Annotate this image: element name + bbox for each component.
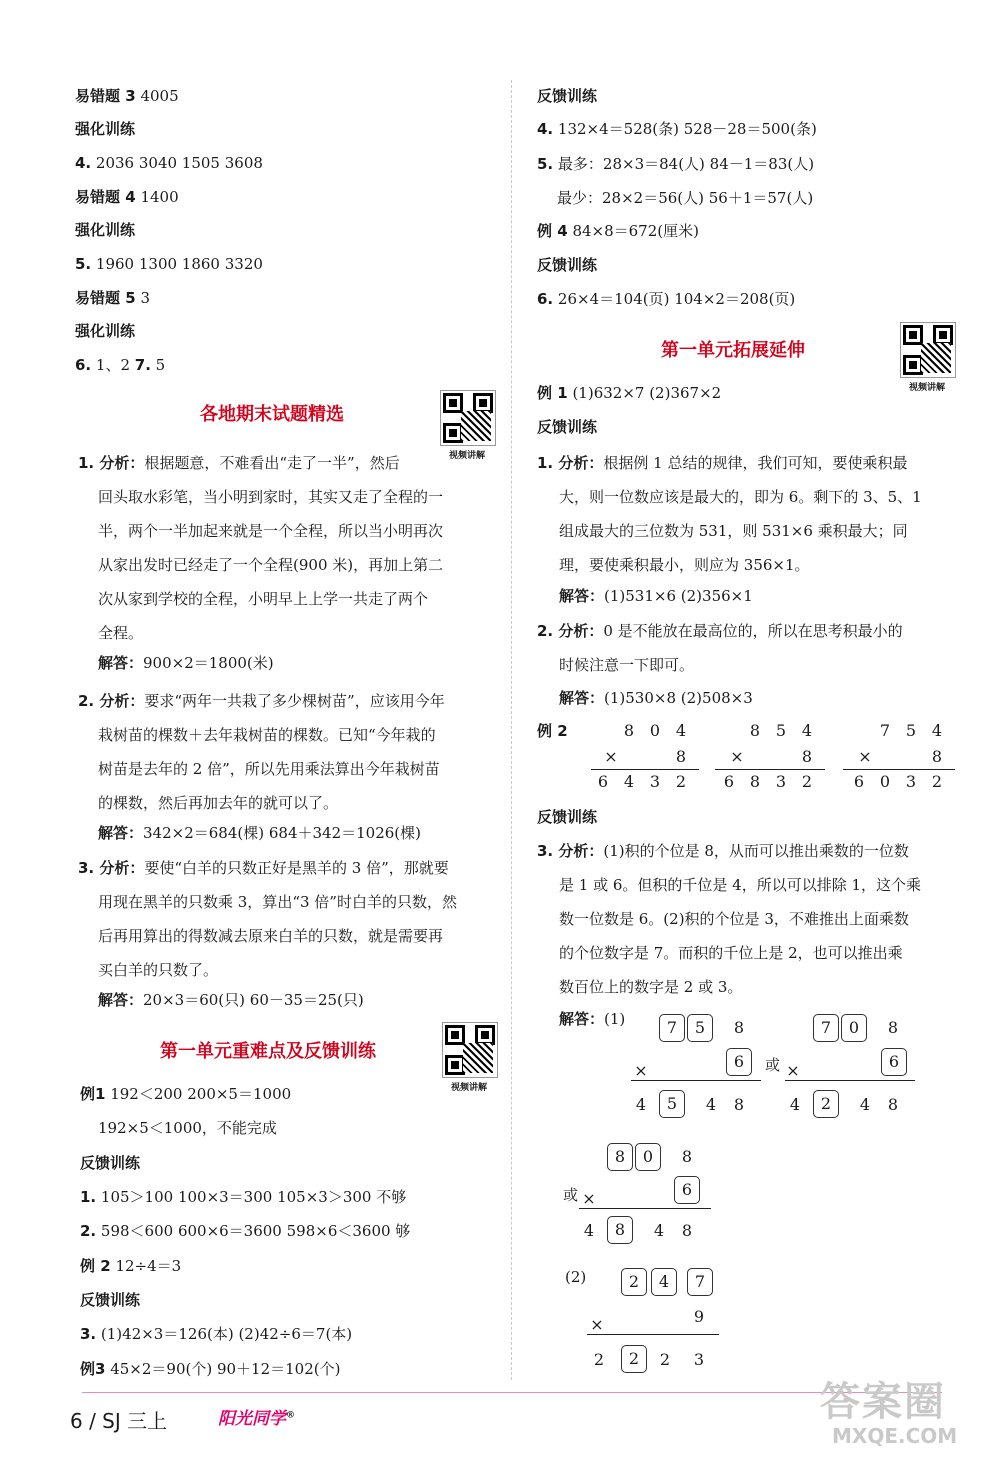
boxed-digit: 2 [621, 1268, 647, 1296]
boxed-digit: 0 [635, 1143, 661, 1171]
rq3-line-4: 数百位上的数字是 2 或 3。 [559, 978, 743, 996]
qr-code-3[interactable] [900, 322, 959, 393]
line-5: 5. 1960 1300 1860 3320 [75, 255, 263, 273]
page-number: 6 / SJ 三上 [70, 1409, 168, 1433]
digit: 0 [649, 721, 661, 740]
feedback-heading-1: 反馈训练 [80, 1154, 141, 1172]
feedback-heading-1: 反馈训练 [537, 256, 598, 274]
boxed-digit: 6 [726, 1048, 752, 1076]
digit: 9 [693, 1307, 705, 1326]
section-title-final-exams: 各地期末试题精选 [200, 404, 344, 425]
digit: 0 [879, 772, 891, 791]
rule [631, 1080, 761, 1081]
rq1-line-1: 大，则一位数应该是最大的，即为 6。剩下的 3、5、1 [559, 488, 922, 506]
example-3: 例3 45×2＝90(个) 90＋12＝102(个) [80, 1360, 341, 1378]
digit: 8 [749, 772, 761, 791]
section-title-key-points: 第一单元重难点及反馈训练 [160, 1041, 376, 1062]
digit: 8 [733, 1018, 745, 1037]
q1-line-0: 1. 分析：根据题意，不难看出“走了一半”，然后 [78, 454, 400, 472]
feedback-heading-3: 反馈训练 [537, 808, 598, 826]
q2-line-0: 2. 分析：要求“两年一共栽了多少棵树苗”，应该用今年 [78, 692, 445, 710]
ra3: 解答：(1) [559, 1010, 626, 1028]
line-qianghua-3: 强化训练 [75, 322, 136, 340]
times-sign: × [634, 1061, 648, 1080]
q2-line-3: 的棵数，然后再加去年的就可以了。 [98, 794, 339, 812]
digit: 4 [653, 1221, 665, 1240]
feedback-heading-2: 反馈训练 [80, 1291, 141, 1309]
rq3-line-1: 是 1 或 6。但积的千位是 4，所以可以排除 1，这个乘 [559, 876, 922, 894]
boxed-digit: 0 [841, 1014, 867, 1042]
digit: 8 [887, 1095, 899, 1114]
ext-example-2-label: 例 2 [537, 722, 568, 740]
line-6-7: 6. 1、2 7. 5 [75, 356, 166, 374]
times-sign: × [730, 747, 744, 766]
digit: 2 [659, 1350, 671, 1369]
line-qianghua-2: 强化训练 [75, 221, 136, 239]
q1-line-3: 从家出发时已经走了一个全程(900 米)，再加上第二 [98, 556, 444, 574]
q3-line-1: 用现在黑羊的只数乘 3，算出“3 倍”时白羊的只数，然 [98, 893, 457, 911]
boxed-digit: 8 [607, 1216, 633, 1244]
a2: 解答：342×2＝684(棵) 684＋342＝1026(棵) [98, 824, 421, 842]
digit: 4 [859, 1095, 871, 1114]
boxed-digit: 2 [621, 1345, 647, 1373]
qr-code-2[interactable] [442, 1022, 501, 1093]
rule [587, 1334, 719, 1335]
digit: 5 [905, 721, 917, 740]
qr-caption: 视频讲解 [448, 451, 485, 461]
a1: 解答：900×2＝1800(米) [98, 654, 274, 672]
digit: 4 [675, 721, 687, 740]
registered-mark: ® [286, 1410, 295, 1421]
digit: 4 [789, 1095, 801, 1114]
qr-caption: 视频讲解 [450, 1083, 487, 1093]
q3-line-2: 后再用算出的得数减去原来白羊的只数，就是需要再 [98, 927, 444, 945]
q3-line-3: 买白羊的只数了。 [98, 961, 219, 979]
digit: 8 [801, 747, 813, 766]
digit: 3 [775, 772, 787, 791]
digit: 8 [681, 1147, 693, 1166]
digit: 4 [623, 772, 635, 791]
or-label-2: 或 [563, 1186, 579, 1204]
boxed-digit: 7 [813, 1014, 839, 1042]
times-sign: × [582, 1189, 596, 1208]
row-2: 2. 598＜600 600×6＝3600 598×6＜3600 够 [80, 1222, 411, 1240]
digit: 2 [675, 772, 687, 791]
footer-rule [82, 1392, 942, 1393]
rq2-line-1: 时候注意一下即可。 [559, 656, 695, 674]
part-2-label: (2) [565, 1268, 587, 1286]
digit: 4 [583, 1221, 595, 1240]
boxed-digit: 4 [651, 1268, 677, 1296]
q1-line-5: 全程。 [98, 624, 144, 642]
q3-line-0: 3. 分析：要使“白羊的只数正好是黑羊的 3 倍”，那就要 [78, 859, 449, 877]
row-5-cont: 最少：28×2＝56(人) 56＋1＝57(人) [557, 189, 814, 207]
boxed-digit: 6 [674, 1176, 700, 1204]
column-divider [511, 80, 512, 1380]
times-sign: × [590, 1315, 604, 1334]
line-qianghua-1: 强化训练 [75, 120, 136, 138]
rule [785, 1080, 915, 1081]
q2-line-2: 树苗是去年的 2 倍”，所以先用乘法算出今年栽树苗 [98, 760, 440, 778]
times-sign: × [604, 747, 618, 766]
rule [591, 769, 699, 770]
rq3-line-2: 数一位数是 6。(2)积的个位是 3，不难推出上面乘数 [559, 910, 909, 928]
ra2: 解答：(1)530×8 (2)508×3 [559, 689, 753, 707]
line-4: 4. 2036 3040 1505 3608 [75, 154, 263, 172]
rq1-line-0: 1. 分析：根据例 1 总结的规律，我们可知，要使乘积最 [537, 454, 908, 472]
section-title-extension: 第一单元拓展延伸 [661, 340, 805, 361]
q1-line-1: 回头取水彩笔，当小明到家时，其实又走了全程的一 [98, 488, 444, 506]
digit: 8 [675, 747, 687, 766]
rule [715, 769, 825, 770]
rq1-line-3: 理，要使乘积最小，则应为 356×1。 [559, 556, 810, 574]
digit: 6 [723, 772, 735, 791]
digit: 3 [649, 772, 661, 791]
boxed-digit: 5 [659, 1090, 685, 1118]
line-yicuo5: 易错题 5 3 [75, 289, 150, 307]
ext-example-1: 例 1 (1)632×7 (2)367×2 [537, 384, 722, 402]
or-label: 或 [765, 1056, 781, 1074]
row-4: 4. 132×4＝528(条) 528－28＝500(条) [537, 120, 817, 138]
digit: 3 [905, 772, 917, 791]
digit: 8 [623, 721, 635, 740]
digit: 8 [733, 1095, 745, 1114]
watermark [820, 1380, 957, 1448]
digit: 5 [775, 721, 787, 740]
boxed-digit: 6 [881, 1048, 907, 1076]
boxed-digit: 8 [607, 1143, 633, 1171]
example-2: 例 2 12÷4＝3 [80, 1257, 182, 1275]
ra1: 解答：(1)531×6 (2)356×1 [559, 587, 753, 605]
q2-line-1: 栽树苗的棵数＋去年栽树苗的棵数。已知“今年栽的 [98, 726, 436, 744]
digit: 8 [887, 1018, 899, 1037]
digit: 2 [801, 772, 813, 791]
rq3-line-0: 3. 分析：(1)积的个位是 8，从而可以推出乘数的一位数 [537, 842, 909, 860]
q1-line-2: 半，两个一半加起来就是一个全程，所以当小明再次 [98, 522, 444, 540]
digit: 2 [931, 772, 943, 791]
boxed-digit: 5 [687, 1014, 713, 1042]
row-6: 6. 26×4＝104(页) 104×2＝208(页) [537, 290, 796, 308]
digit: 8 [681, 1221, 693, 1240]
digit: 4 [801, 721, 813, 740]
rq2-line-0: 2. 分析：0 是不能放在最高位的，所以在思考积最小的 [537, 622, 903, 640]
digit: 8 [749, 721, 761, 740]
rq3-line-3: 的个位数字是 7。而积的千位上是 2，也可以推出乘 [559, 944, 903, 962]
line-yicuo4: 易错题 4 1400 [75, 188, 179, 206]
boxed-digit: 7 [687, 1268, 713, 1296]
digit: 3 [693, 1350, 705, 1369]
times-sign: × [858, 747, 872, 766]
digit: 4 [931, 721, 943, 740]
example-1-cont: 192×5＜1000，不能完成 [98, 1119, 277, 1137]
example-4: 例 4 84×8＝672(厘米) [537, 222, 699, 240]
digit: 6 [853, 772, 865, 791]
digit: 6 [597, 772, 609, 791]
digit: 7 [879, 721, 891, 740]
row-5: 5. 最多：28×3＝84(人) 84－1＝83(人) [537, 155, 815, 173]
qr-code-1[interactable] [440, 390, 499, 461]
a3: 解答：20×3＝60(只) 60－35＝25(只) [98, 991, 364, 1009]
digit: 8 [931, 747, 943, 766]
times-sign: × [786, 1061, 800, 1080]
feedback-heading-0: 反馈训练 [537, 87, 598, 105]
brand-logo [218, 1404, 295, 1429]
qr-caption: 视频讲解 [908, 383, 945, 393]
digit: 4 [705, 1095, 717, 1114]
rule [579, 1208, 711, 1209]
example-1: 例1 192＜200 200×5＝1000 [80, 1085, 292, 1103]
rq1-line-2: 组成最大的三位数为 531，则 531×6 乘积最大；同 [559, 522, 908, 540]
row-3: 3. (1)42×3＝126(本) (2)42÷6＝7(本) [80, 1325, 353, 1343]
digit: 4 [635, 1095, 647, 1114]
watermark-logo: 答案圈 [820, 1379, 946, 1425]
watermark-url: MXQE.COM [832, 1424, 958, 1448]
feedback-heading-2: 反馈训练 [537, 418, 598, 436]
line-yicuo3: 易错题 3 4005 [75, 87, 179, 105]
digit: 2 [593, 1350, 605, 1369]
row-1: 1. 105＞100 100×3＝300 105×3＞300 不够 [80, 1188, 407, 1206]
q1-line-4: 次从家到学校的全程，小明早上上学一共走了两个 [98, 590, 429, 608]
boxed-digit: 7 [659, 1014, 685, 1042]
brand-text: 阳光同学 [218, 1409, 286, 1429]
boxed-digit: 2 [813, 1090, 839, 1118]
rule [843, 769, 955, 770]
